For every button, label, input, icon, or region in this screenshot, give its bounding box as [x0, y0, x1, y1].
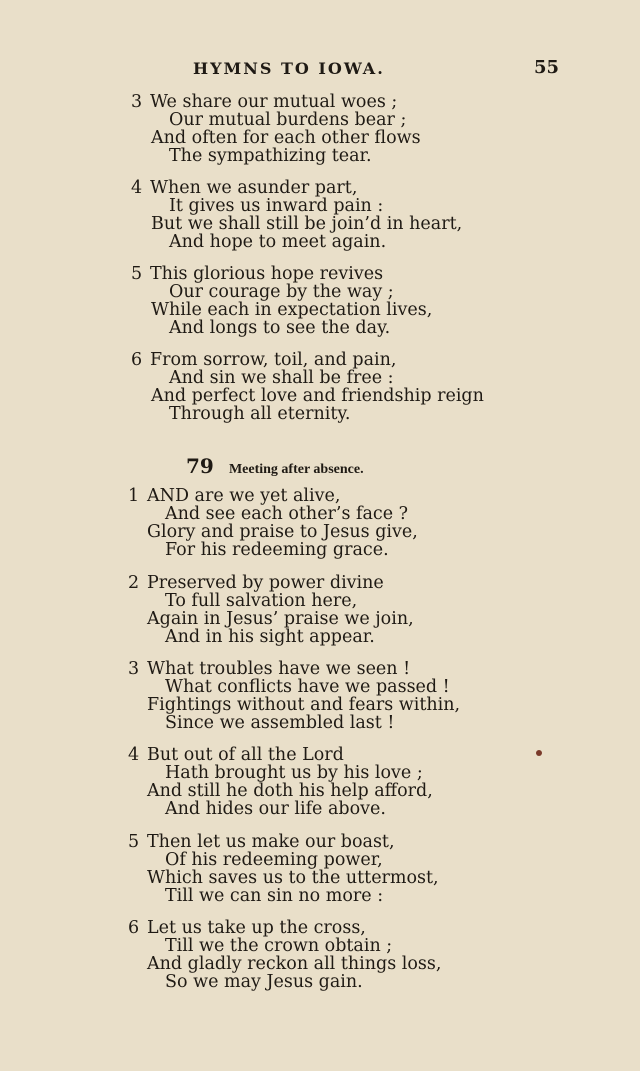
stanza-number: 4: [131, 178, 143, 198]
verse-line: And longs to see the day.: [169, 318, 391, 338]
verse-line: Again in Jesus’ praise we join,: [147, 609, 414, 629]
verse-line: While each in expectation lives,: [151, 300, 433, 320]
verse-line: And hides our life above.: [165, 799, 386, 819]
verse-line: We share our mutual woes ;: [150, 92, 398, 112]
verse-line: And often for each other flows: [151, 128, 421, 148]
hymn-number: 79: [186, 454, 214, 478]
verse-line: For his redeeming grace.: [165, 540, 389, 560]
verse-line: And gladly reckon all things loss,: [147, 954, 442, 974]
verse-line: And still he doth his help afford,: [147, 781, 433, 801]
verse-line: This glorious hope revives: [150, 264, 384, 284]
verse-line: Our mutual burdens bear ;: [169, 110, 407, 130]
stanza-number: 1: [128, 486, 140, 506]
verse-line: When we asunder part,: [150, 178, 358, 198]
verse-line: What troubles have we seen !: [147, 659, 411, 679]
verse-line: Preserved by power divine: [147, 573, 384, 593]
stanza-number: 6: [131, 350, 143, 370]
verse-line: Through all eternity.: [169, 404, 351, 424]
page-number: 55: [534, 57, 560, 78]
verse-line: Then let us make our boast,: [147, 832, 395, 852]
verse-line: Hath brought us by his love ;: [165, 763, 423, 783]
stanza-number: 5: [128, 832, 140, 852]
verse-line: Fightings without and fears within,: [147, 695, 461, 715]
verse-line: So we may Jesus gain.: [165, 972, 363, 992]
stanza-number: 2: [128, 573, 140, 593]
verse-line: And in his sight appear.: [165, 627, 375, 647]
verse-line: But out of all the Lord: [147, 745, 344, 765]
verse-line: And see each other’s face ?: [165, 504, 409, 524]
verse-line: And perfect love and friendship reign: [151, 386, 484, 406]
verse-line: Which saves us to the uttermost,: [147, 868, 439, 888]
stanza-number: 3: [131, 92, 143, 112]
stanza-number: 4: [128, 745, 140, 765]
verse-line: Till we the crown obtain ;: [165, 936, 393, 956]
verse-line: It gives us inward pain :: [169, 196, 384, 216]
verse-line: And sin we shall be free :: [169, 368, 394, 388]
verse-line: The sympathizing tear.: [169, 146, 372, 166]
verse-line: Of his redeeming power,: [165, 850, 383, 870]
verse-line: Since we assembled last !: [165, 713, 395, 733]
verse-line: What conflicts have we passed !: [165, 677, 450, 697]
stanza-number: 3: [128, 659, 140, 679]
verse-line: Glory and praise to Jesus give,: [147, 522, 418, 542]
verse-line: AND are we yet alive,: [147, 486, 341, 506]
stanza-number: 6: [128, 918, 140, 938]
hymn-heading: [186, 454, 364, 478]
verse-line: Let us take up the cross,: [147, 918, 366, 938]
running-header: HYMNS TO IOWA.: [193, 59, 385, 78]
verse-line: To full salvation here,: [165, 591, 358, 611]
hymn-title: Meeting after absence.: [228, 462, 364, 477]
stanza-number: 5: [131, 264, 143, 284]
ink-speck: [536, 750, 542, 756]
verse-line: And hope to meet again.: [169, 232, 387, 252]
verse-line: Our courage by the way ;: [169, 282, 394, 302]
verse-line: From sorrow, toil, and pain,: [150, 350, 397, 370]
verse-line: But we shall still be join’d in heart,: [151, 214, 463, 234]
verse-line: Till we can sin no more :: [165, 886, 384, 906]
